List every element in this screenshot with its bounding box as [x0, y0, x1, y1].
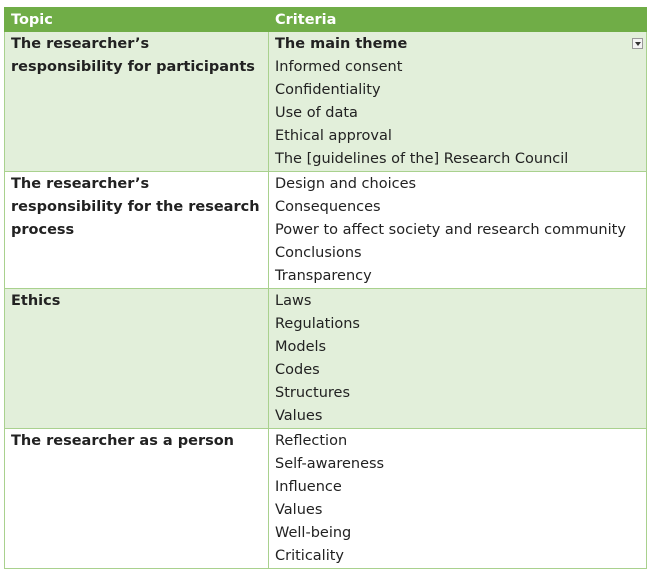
topic-cell: The researcher’s responsibility for participants [5, 32, 269, 172]
table-row [5, 429, 647, 569]
criteria-item: Ethical approval [275, 128, 392, 144]
criteria-item: Design and choices [275, 176, 417, 192]
header-topic: Topic [5, 8, 269, 32]
criteria-item: Structures [275, 385, 351, 401]
criteria-cell [269, 429, 647, 569]
criteria-table [4, 7, 647, 569]
criteria-item: Laws [275, 293, 312, 309]
criteria-cell [269, 289, 647, 429]
criteria-cell [269, 172, 647, 289]
criteria-item: Reflection [275, 433, 348, 449]
criteria-item: Influence [275, 479, 342, 495]
criteria-item: Values [275, 408, 323, 424]
table-row [5, 172, 647, 289]
criteria-item: Models [275, 339, 327, 355]
criteria-item-main-theme: The main theme [275, 36, 408, 52]
topic-cell: The researcher as a person [5, 429, 269, 569]
criteria-cell [269, 32, 647, 172]
criteria-item: Transparency [275, 268, 372, 284]
criteria-item: Regulations [275, 316, 360, 332]
criteria-item: Values [275, 502, 323, 518]
table-row [5, 32, 647, 172]
criteria-item: Confidentiality [275, 82, 381, 98]
criteria-item: Informed consent [275, 59, 403, 75]
header-criteria: Criteria [269, 8, 647, 32]
criteria-item: Power to affect society and research community [275, 222, 626, 238]
criteria-item: Criticality [275, 548, 345, 564]
dropdown-filter-icon[interactable] [632, 38, 643, 49]
topic-cell: The researcher’s responsibility for the research process [5, 172, 269, 289]
criteria-item: Consequences [275, 199, 381, 215]
criteria-item: Codes [275, 362, 320, 378]
criteria-item: The [guidelines of the] Research Council [275, 151, 569, 167]
criteria-item: Self-awareness [275, 456, 385, 472]
criteria-item: Well-being [275, 525, 352, 541]
table-row [5, 289, 647, 429]
criteria-item: Use of data [275, 105, 358, 121]
topic-cell: Ethics [5, 289, 269, 429]
criteria-item: Conclusions [275, 245, 362, 261]
header-row [5, 8, 647, 32]
